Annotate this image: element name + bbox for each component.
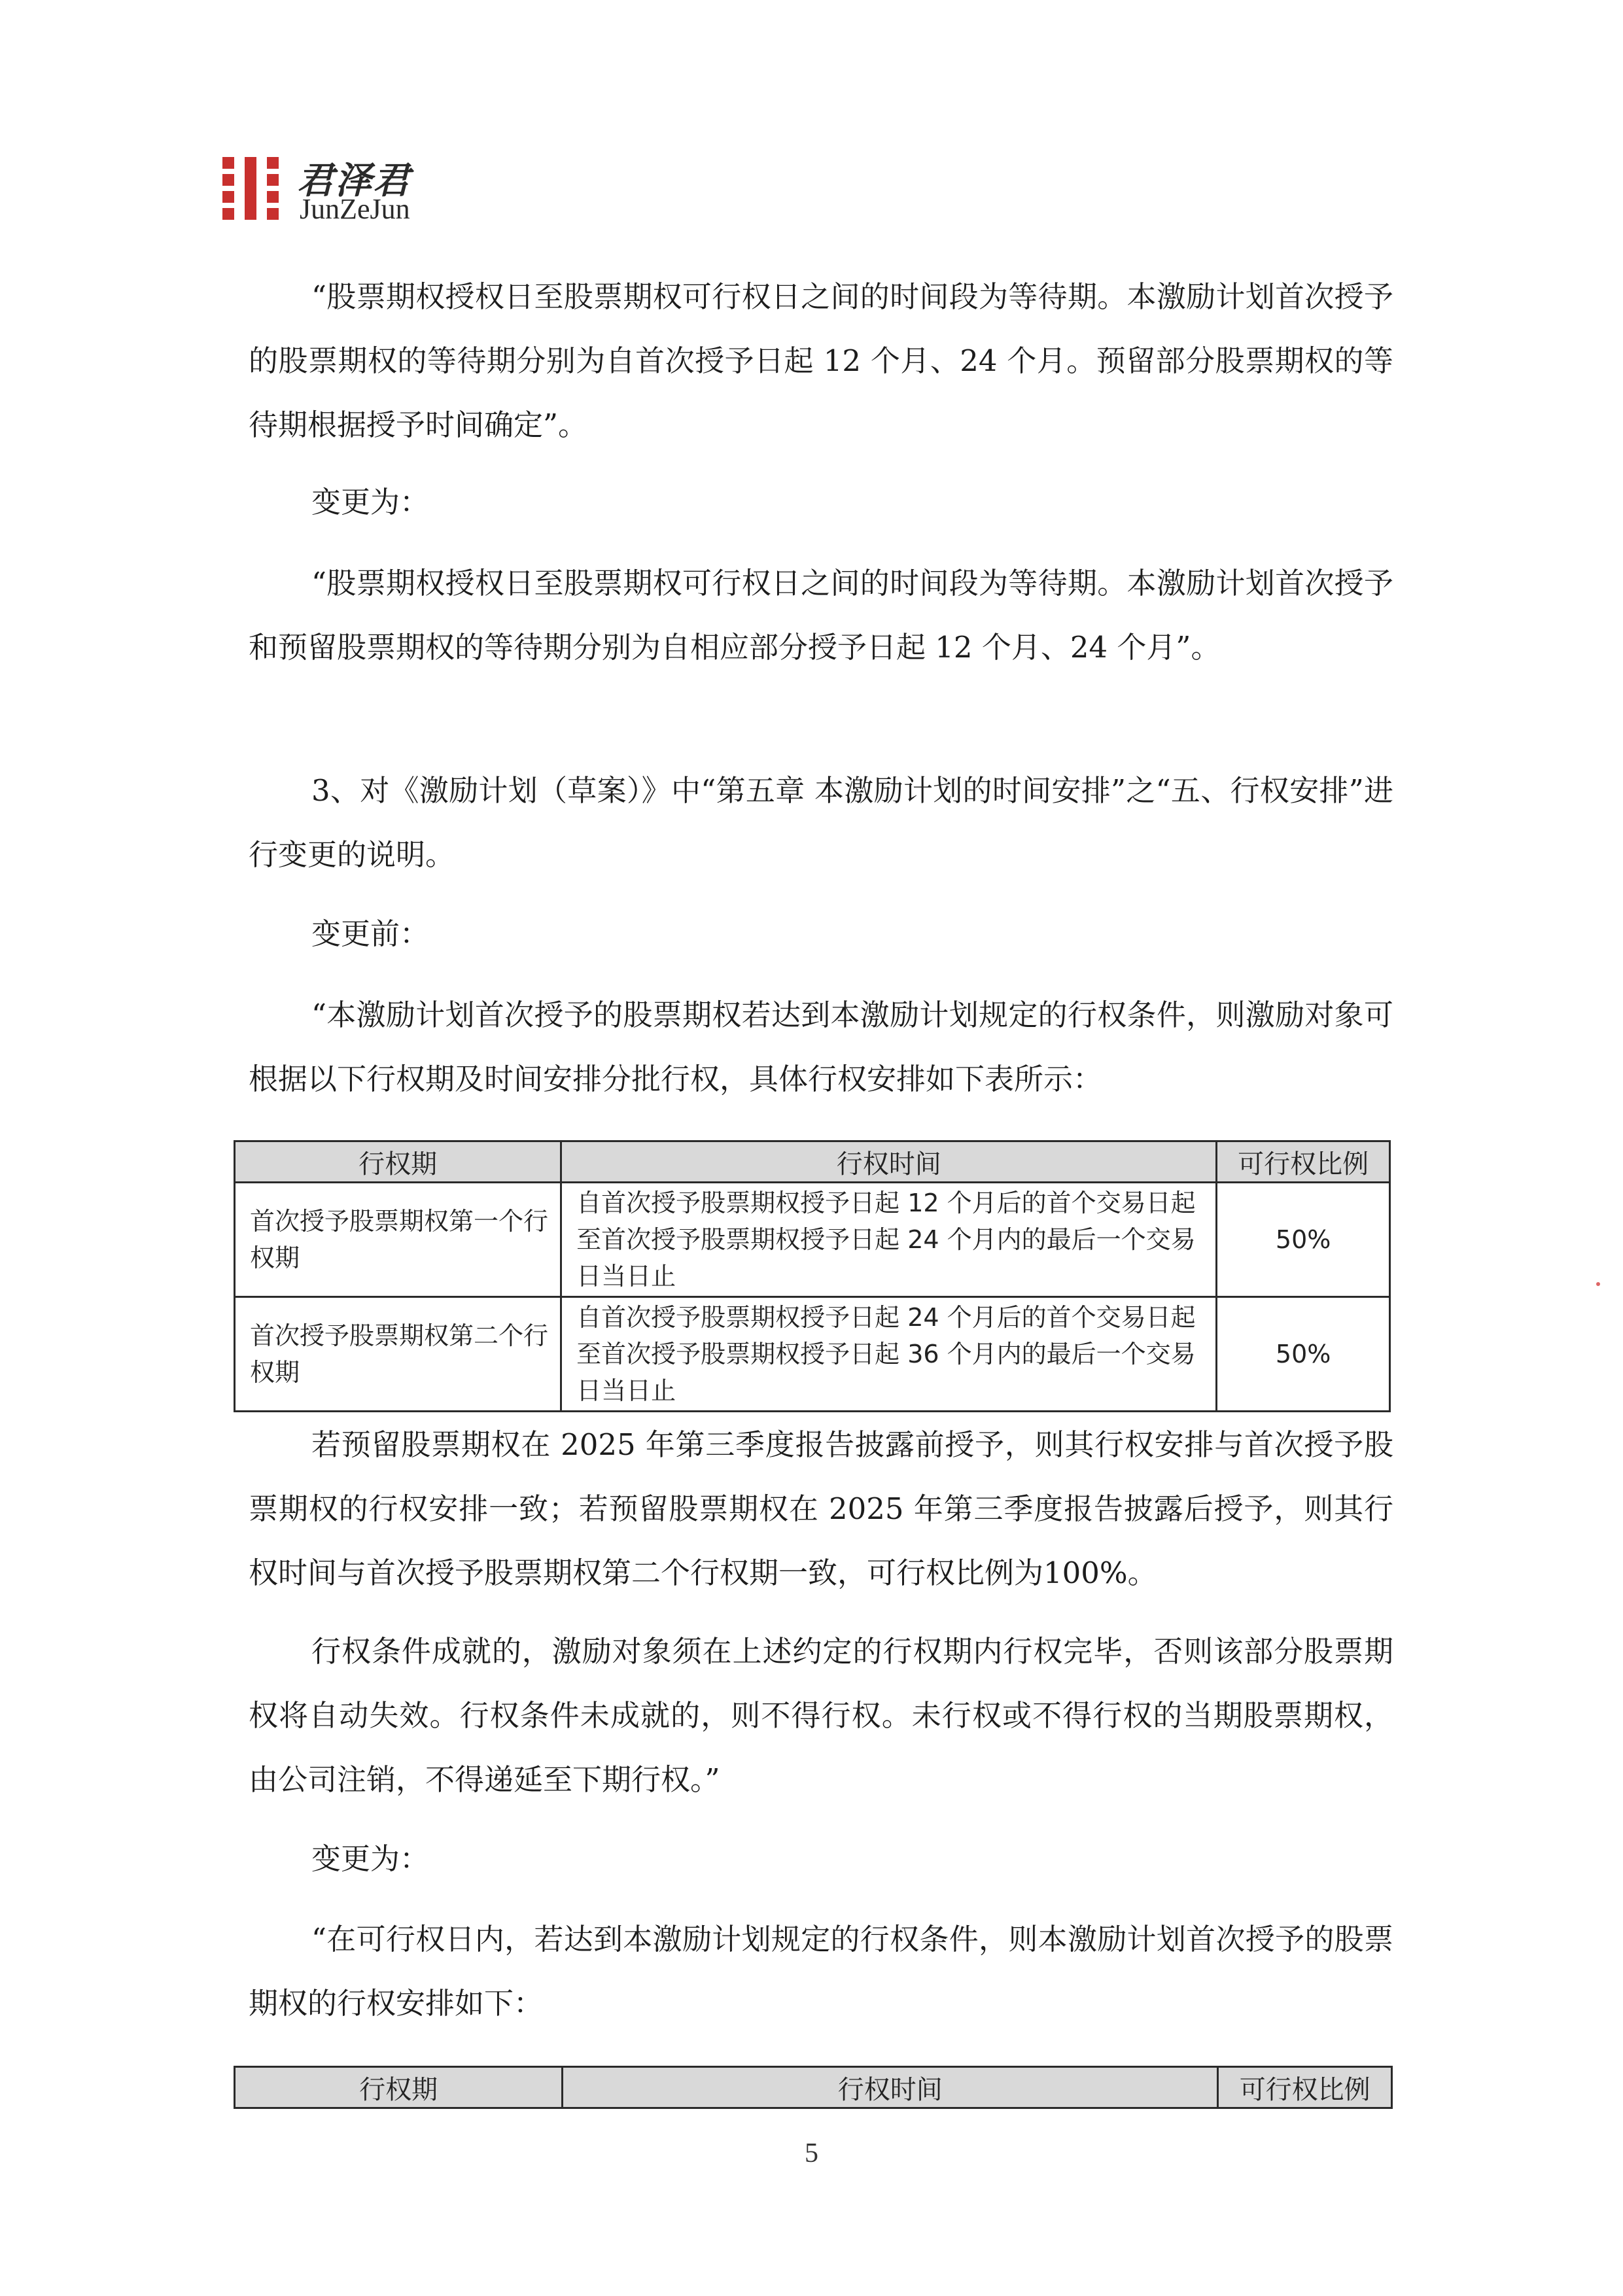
table-header-row <box>235 1141 1390 1183</box>
exercise-schedule-table-before <box>234 1140 1391 1412</box>
label-before-change: 变更前： <box>311 916 430 951</box>
logo-chinese-name: 君泽君 <box>297 160 411 202</box>
page-number: 5 <box>805 2138 818 2168</box>
header-exercise-ratio: 可行权比例 <box>1217 1141 1390 1183</box>
company-logo <box>222 152 510 230</box>
cell-ratio: 50% <box>1217 1297 1390 1412</box>
header-exercise-time: 行权时间 <box>561 1141 1217 1183</box>
label-change-to: 变更为： <box>311 485 430 519</box>
logo-english-name: JunZeJun <box>300 193 410 225</box>
header-exercise-period: 行权期 <box>235 2067 563 2108</box>
paragraph-waiting-period-original: “股票期权授权日至股票期权可行权日之间的时间段为等待期。本激励计划首次授予的股票期权的等待期分别为自首次授予日起 12 个月、24 个月。预留部分股票期权的等待期根据授予时间确定”。 <box>249 279 1393 442</box>
cell-period: 首次授予股票期权第二个行权期 <box>235 1297 561 1412</box>
cell-ratio: 50% <box>1217 1183 1390 1297</box>
cell-period: 首次授予股票期权第一个行权期 <box>235 1183 561 1297</box>
table-row <box>235 1183 1390 1297</box>
paragraph-waiting-period-changed: “股票期权授权日至股票期权可行权日之间的时间段为等待期。本激励计划首次授予和预留股票期权的等待期分别为自相应部分授予日起 12 个月、24 个月”。 <box>249 566 1393 665</box>
cell-time: 自首次授予股票期权授予日起 12 个月后的首个交易日起至首次授予股票期权授予日起 24 个月内的最后一个交易日当日止 <box>561 1183 1217 1297</box>
header-exercise-time: 行权时间 <box>563 2067 1218 2108</box>
logo-mark-icon <box>222 157 279 220</box>
exercise-schedule-table-after <box>234 2066 1393 2109</box>
header-exercise-ratio: 可行权比例 <box>1218 2067 1392 2108</box>
table-row <box>235 1297 1390 1412</box>
paragraph-exercise-arrangement-changed: “在可行权日内，若达到本激励计划规定的行权条件，则本激励计划首次授予的股票期权的行权安排如下： <box>249 1922 1393 2021</box>
paragraph-exercise-conditions: 行权条件成就的，激励对象须在上述约定的行权期内行权完毕，否则该部分股票期权将自动失效。行权条件未成就的，则不得行权。未行权或不得行权的当期股票期权，由公司注销，不得递延至下期行权。” <box>249 1634 1393 1797</box>
label-change-to: 变更为： <box>311 1841 430 1876</box>
scan-mark <box>1596 1282 1600 1286</box>
paragraph-reserved-options: 若预留股票期权在 2025 年第三季度报告披露前授予，则其行权安排与首次授予股票期权的行权安排一致；若预留股票期权在 2025 年第三季度报告披露后授予，则其行权时间与首次授予股票期权第二个行权期一致，可行权比例为100%。 <box>249 1427 1393 1590</box>
cell-time: 自首次授予股票期权授予日起 24 个月后的首个交易日起至首次授予股票期权授予日起 36 个月内的最后一个交易日当日止 <box>561 1297 1217 1412</box>
paragraph-exercise-arrangement-intro: “本激励计划首次授予的股票期权若达到本激励计划规定的行权条件，则激励对象可根据以下行权期及时间安排分批行权，具体行权安排如下表所示： <box>249 998 1393 1096</box>
header-exercise-period: 行权期 <box>235 1141 561 1183</box>
paragraph-section-3-title: 3、对《激励计划（草案）》中“第五章 本激励计划的时间安排”之“五、行权安排”进行变更的说明。 <box>249 773 1393 872</box>
table-header-row <box>235 2067 1392 2108</box>
